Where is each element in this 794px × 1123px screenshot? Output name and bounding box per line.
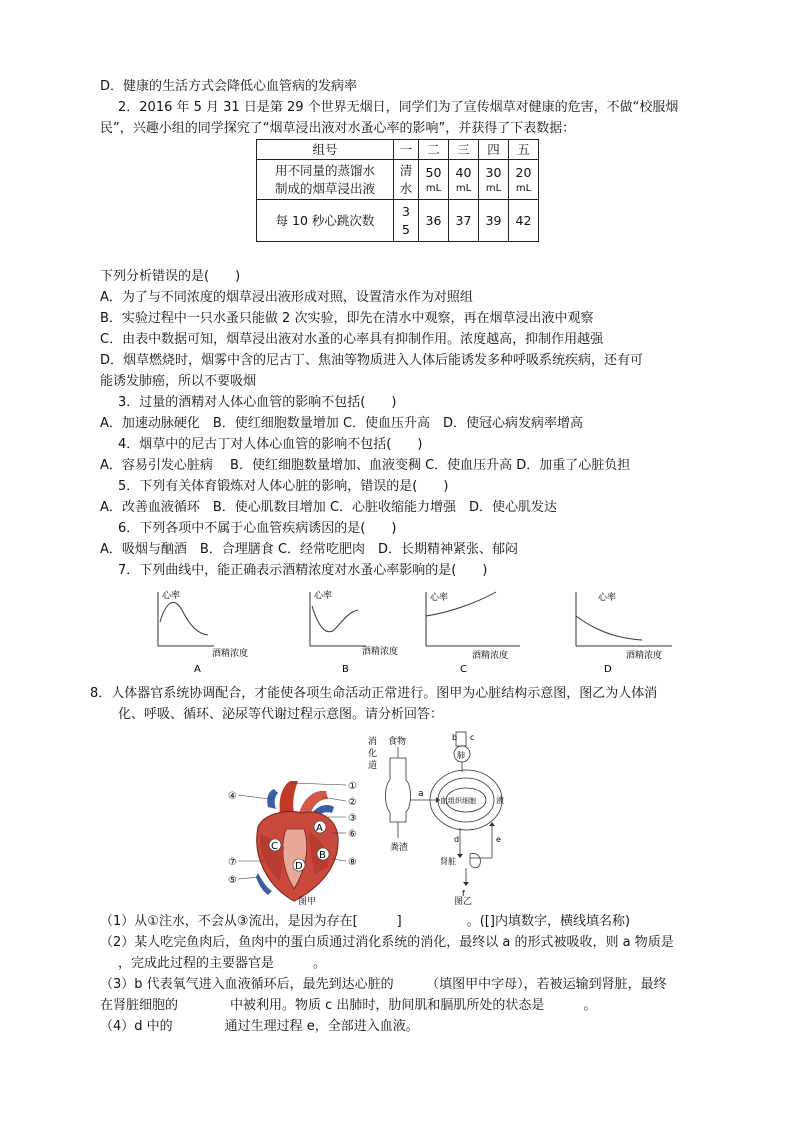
lung-label: 肺 [457, 751, 465, 760]
table-header: 二 [419, 140, 449, 160]
flow-caption: 图乙 [454, 897, 473, 907]
q6-stem: 6．下列各项中不属于心血管疾病诱因的是( ) [118, 521, 397, 536]
q8-sub3-1: （3）b 代表氧气进入血液循环后，最先到达心脏的 （填图甲中字母），若被运输到肾脏，最终 [100, 977, 667, 992]
q2-option-d-2: 能诱发肺癌，所以不要吸烟 [100, 374, 257, 389]
svg-text:b: b [452, 733, 458, 742]
table-cell: 30 mL [479, 160, 509, 200]
option-d-q1: D．健康的生活方式会降低心血管病的发病率 [100, 79, 358, 94]
x-axis-label: 酒精浓度 [212, 649, 249, 659]
heart-num: ① [348, 781, 357, 792]
heart-caption: 图甲 [298, 897, 317, 907]
food-label: 食物 [388, 737, 407, 747]
q2-stem-2: 民”，兴趣小组的同学探究了“烟草浸出液对水蚤心率的影响”，并获得了下表数据： [100, 121, 576, 136]
svg-text:c: c [470, 733, 475, 742]
kidney-label: 肾脏 [440, 857, 456, 866]
q7-stem: 7．下列曲线中，能正确表示酒精浓度对水蚤心率影响的是( ) [118, 563, 488, 578]
table-cell: 50 mL [419, 160, 449, 200]
svg-text:a: a [418, 789, 424, 799]
graph-d [572, 588, 692, 684]
q2-option-c: C．由表中数据可知，烟草浸出液对水蚤的心率具有抑制作用。浓度越高，抑制作用越强 [100, 332, 604, 347]
metabolism-diagram [366, 730, 536, 904]
graph-c [422, 588, 542, 684]
heart-num: ⑥ [348, 829, 357, 840]
table-cell: 3 5 [394, 200, 419, 242]
x-axis-label: 酒精浓度 [626, 651, 663, 661]
table-cell: 清 水 [394, 160, 419, 200]
table-header: 五 [509, 140, 539, 160]
table-row-label: 每 10 秒心跳次数 [257, 200, 394, 242]
q5-stem: 5．下列有关体育锻炼对人体心脏的影响，错误的是( ) [118, 479, 449, 494]
table-row-label: 用不同量的蒸馏水 制成的烟草浸出液 [257, 160, 394, 200]
y-axis-label: 心率 [430, 593, 449, 603]
graph-letter: B [342, 664, 349, 675]
svg-text:化: 化 [368, 749, 378, 759]
table-header: 三 [449, 140, 479, 160]
q8-stem-2: 化、呼吸、循环、泌尿等代谢过程示意图。请分析回答： [118, 707, 444, 722]
table-header: 四 [479, 140, 509, 160]
fluid-label: 液 [496, 796, 504, 805]
y-axis-label: 心率 [162, 591, 181, 601]
table-cell: 39 [479, 200, 509, 242]
chamber-letter: D [295, 861, 303, 872]
heart-num: ⑧ [348, 857, 357, 868]
graph-b [304, 588, 424, 684]
svg-text:消: 消 [368, 737, 378, 747]
x-axis-label: 酒精浓度 [472, 651, 509, 661]
graph-letter: A [194, 664, 201, 675]
q8-sub4: （4）d 中的 通过生理过程 e，全部进入血液。 [100, 1019, 419, 1034]
graph-letter: D [604, 664, 612, 675]
q8-sub1: （1）从①注水，不会从③流出，是因为存在[ ] 。([]内填数字，横线填名称) [100, 914, 631, 929]
table-cell: 36 [419, 200, 449, 242]
q2-option-b: B．实验过程中一只水蚤只能做 2 次实验，即先在清水中观察，再在烟草浸出液中观察 [100, 311, 594, 326]
q5-options: A．改善血液循环 B．使心肌数目增加 C．心脏收缩能力增强 D．使心肌发达 [100, 500, 558, 515]
heart-num: ⑤ [228, 875, 237, 886]
chamber-letter: A [316, 823, 323, 834]
svg-text:e: e [496, 835, 501, 844]
svg-text:f: f [462, 889, 465, 898]
data-table [256, 139, 539, 242]
q2-option-a: A．为了与不同浓度的烟草浸出液形成对照，设置清水作为对照组 [100, 290, 473, 305]
table-cell: 42 [509, 200, 539, 242]
q3-stem: 3．过量的酒精对人体心血管的影响不包括( ) [118, 395, 397, 410]
q2-ask: 下列分析错误的是( ) [100, 269, 241, 284]
waste-label: 粪渣 [390, 843, 409, 853]
svg-text:d: d [454, 835, 460, 844]
table-cell: 40 mL [449, 160, 479, 200]
q3-options: A．加速动脉硬化 B．使红细胞数量增加 C．使血压升高 D．使冠心病发病率增高 [100, 416, 584, 431]
heart-diagram [228, 777, 368, 909]
q8-sub2-2: ，完成此过程的主要器官是 。 [118, 956, 327, 971]
q4-stem: 4．烟草中的尼古丁对人体心血管的影响不包括( ) [118, 437, 423, 452]
q2-option-d-1: D．烟草燃烧时，烟雾中含的尼古丁、焦油等物质进入人体后能诱发多种呼吸系统疾病，还有可 [100, 353, 644, 368]
x-axis-label: 酒精浓度 [362, 647, 399, 657]
q2-stem-1: 2．2016 年 5 月 31 日是第 29 个世界无烟日，同学们为了宣传烟草对健康的危害，不做“校服烟 [118, 100, 679, 115]
q4-options: A．容易引发心脏病 B．使红细胞数量增加、血液变稠 C．使血压升高 D．加重了心脏负担 [100, 458, 631, 473]
table-cell: 37 [449, 200, 479, 242]
heart-num: ③ [348, 813, 357, 824]
cell-label: 组织细胞 [448, 797, 476, 805]
table-header: 一 [394, 140, 419, 160]
y-axis-label: 心率 [598, 593, 617, 603]
q6-options: A．吸烟与酗酒 B．合理膳食 C．经常吃肥肉 D．长期精神紧张、郁闷 [100, 542, 519, 557]
table-cell: 20 mL [509, 160, 539, 200]
q8-stem-1: 8．人体器官系统协调配合，才能使各项生命活动正常进行。图甲为心脏结构示意图，图乙为人体消 [90, 686, 658, 701]
y-axis-label: 心率 [314, 591, 333, 601]
heart-num: ② [348, 797, 357, 808]
q8-sub2-1: （2）某人吃完鱼肉后，鱼肉中的蛋白质通过消化系统的消化，最终以 a 的形式被吸收，则 a 物质是 [100, 935, 674, 950]
graph-letter: C [460, 664, 467, 675]
chamber-letter: C [271, 841, 278, 852]
heart-num: ⑦ [228, 857, 237, 868]
q8-sub3-2: 在肾脏细胞的 中被利用。物质 c 出肺时，肋间肌和膈肌所处的状态是 。 [100, 998, 597, 1013]
chamber-letter: B [319, 850, 326, 861]
blood-label: 血 [440, 796, 448, 805]
table-header-group: 组号 [257, 140, 394, 160]
svg-text:道: 道 [368, 761, 378, 771]
heart-num: ④ [228, 791, 237, 802]
graph-a [152, 588, 272, 684]
